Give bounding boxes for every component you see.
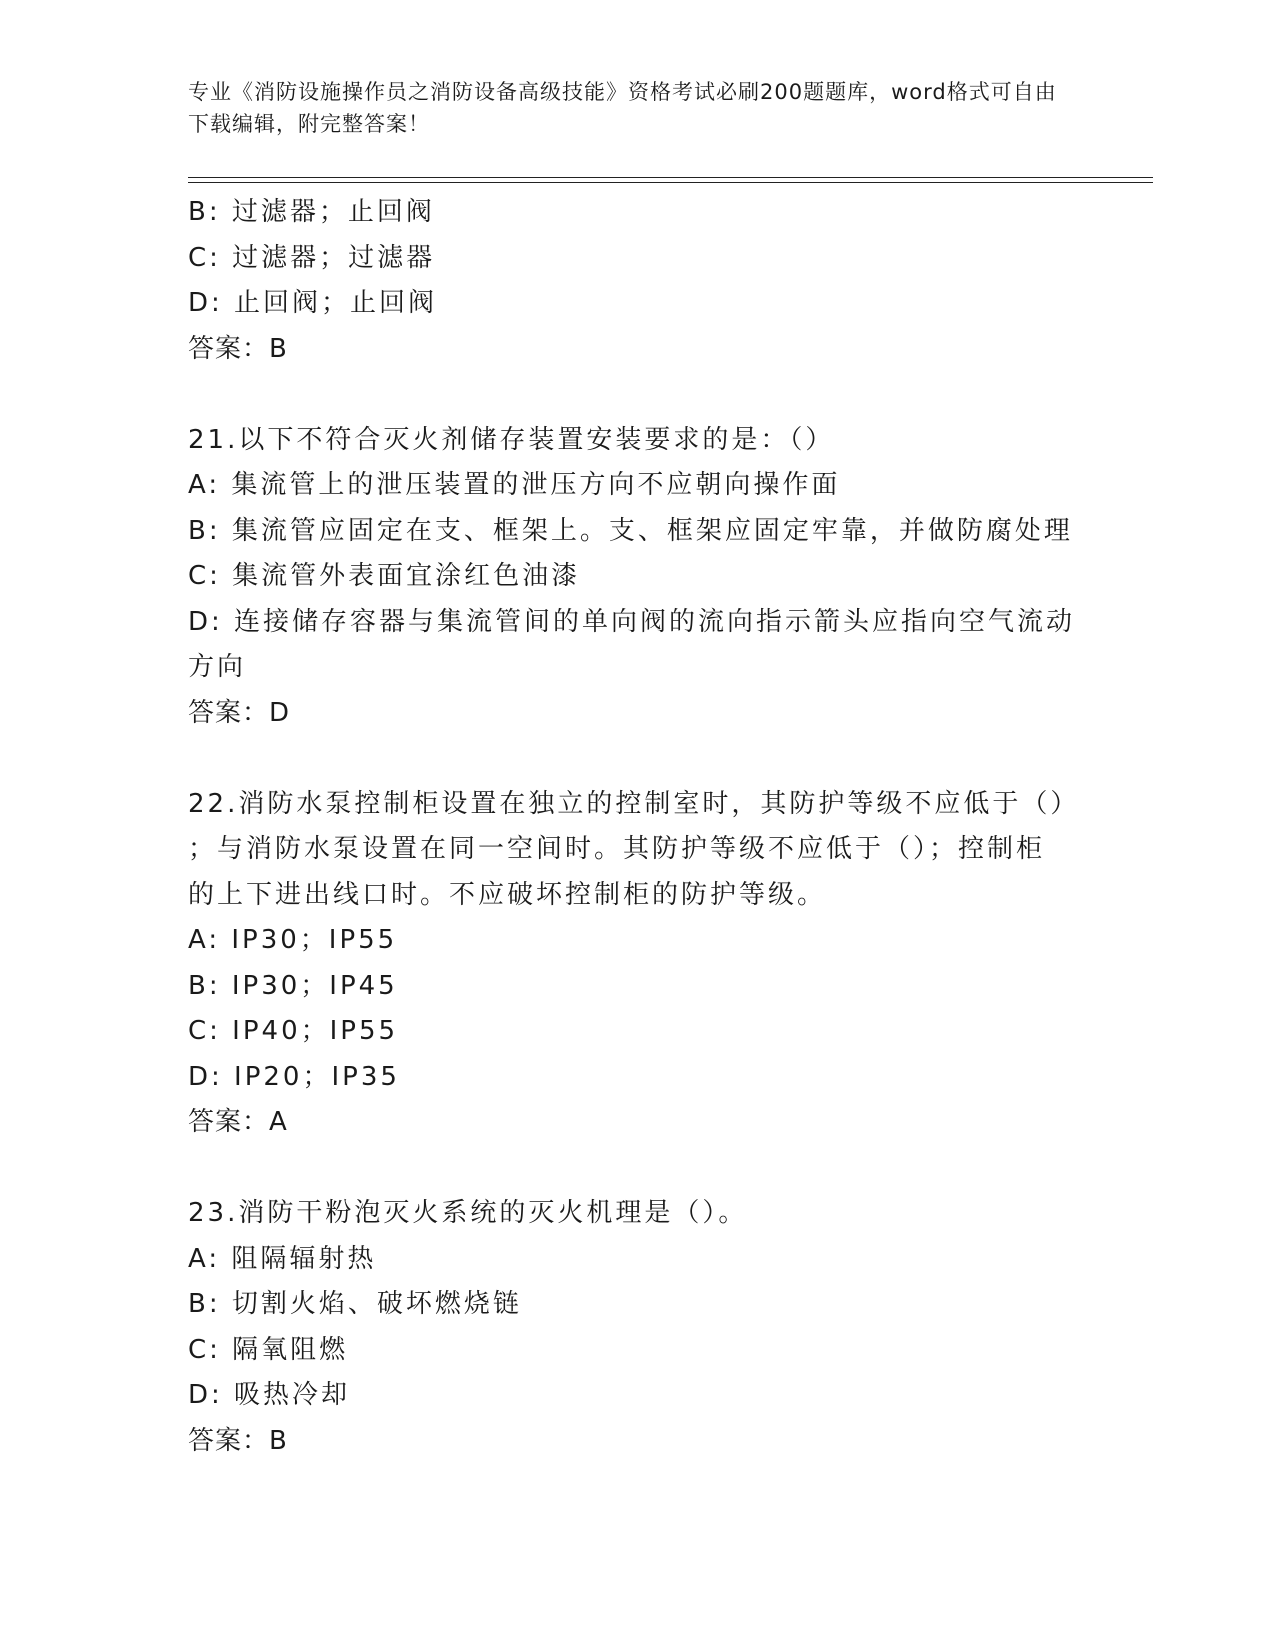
q22-option-d: D: IP20；IP35 — [188, 1061, 400, 1092]
q23-option-c: C: 隔氧阻燃 — [188, 1334, 349, 1365]
q22-option-c: C: IP40；IP55 — [188, 1016, 399, 1046]
q22-option-b: B: IP30；IP45 — [188, 970, 398, 1001]
q22-option-a: A: IP30；IP55 — [188, 925, 398, 955]
prev-answer: 答案：B — [188, 333, 288, 364]
q22-answer: 答案：A — [188, 1107, 288, 1137]
q21-stem: 21.以下不符合灭火剂储存装置安装要求的是：（） — [188, 424, 835, 455]
q23-option-b: B: 切割火焰、破坏燃烧链 — [188, 1289, 522, 1319]
prev-option-b: B: 过滤器；止回阀 — [188, 197, 435, 227]
prev-option-d: D: 止回阀；止回阀 — [188, 288, 438, 318]
header-rule-bottom — [188, 182, 1153, 183]
document-body — [188, 190, 1088, 1464]
q22-stem-line-1: 22.消防水泵控制柜设置在独立的控制室时，其防护等级不应低于（） — [188, 788, 1080, 819]
prev-option-c: C: 过滤器；过滤器 — [188, 242, 436, 273]
spacer — [188, 736, 1088, 782]
document-header: 专业《消防设施操作员之消防设备高级技能》资格考试必刷200题题库，word格式可自由下载编辑，附完整答案！ — [188, 80, 1057, 136]
q21-answer: 答案：D — [188, 697, 291, 728]
q21-option-a: A: 集流管上的泄压装置的泄压方向不应朝向操作面 — [188, 470, 841, 500]
q21-option-c: C: 集流管外表面宜涂红色油漆 — [188, 561, 581, 591]
spacer — [188, 1146, 1088, 1192]
q22-stem-line-3: 的上下进出线口时。不应破坏控制柜的防护等级。 — [188, 879, 827, 910]
q23-option-a: A: 阻隔辐射热 — [188, 1243, 377, 1274]
q23-option-d: D: 吸热冷却 — [188, 1380, 351, 1410]
q22-stem-line-2: ；与消防水泵设置在同一空间时。其防护等级不应低于（）；控制柜 — [188, 834, 1046, 864]
header-rule-top — [188, 177, 1153, 178]
q21-option-b: B: 集流管应固定在支、框架上。支、框架应固定牢靠，并做防腐处理 — [188, 515, 1073, 546]
spacer — [188, 372, 1088, 418]
q23-answer: 答案：B — [188, 1425, 288, 1456]
q23-stem: 23.消防干粉泡灭火系统的灭火机理是（）。 — [188, 1198, 748, 1228]
q21-option-d-continued: 方向 — [188, 652, 247, 682]
q21-option-d: D: 连接储存容器与集流管间的单向阀的流向指示箭头应指向空气流动 — [188, 606, 1076, 637]
